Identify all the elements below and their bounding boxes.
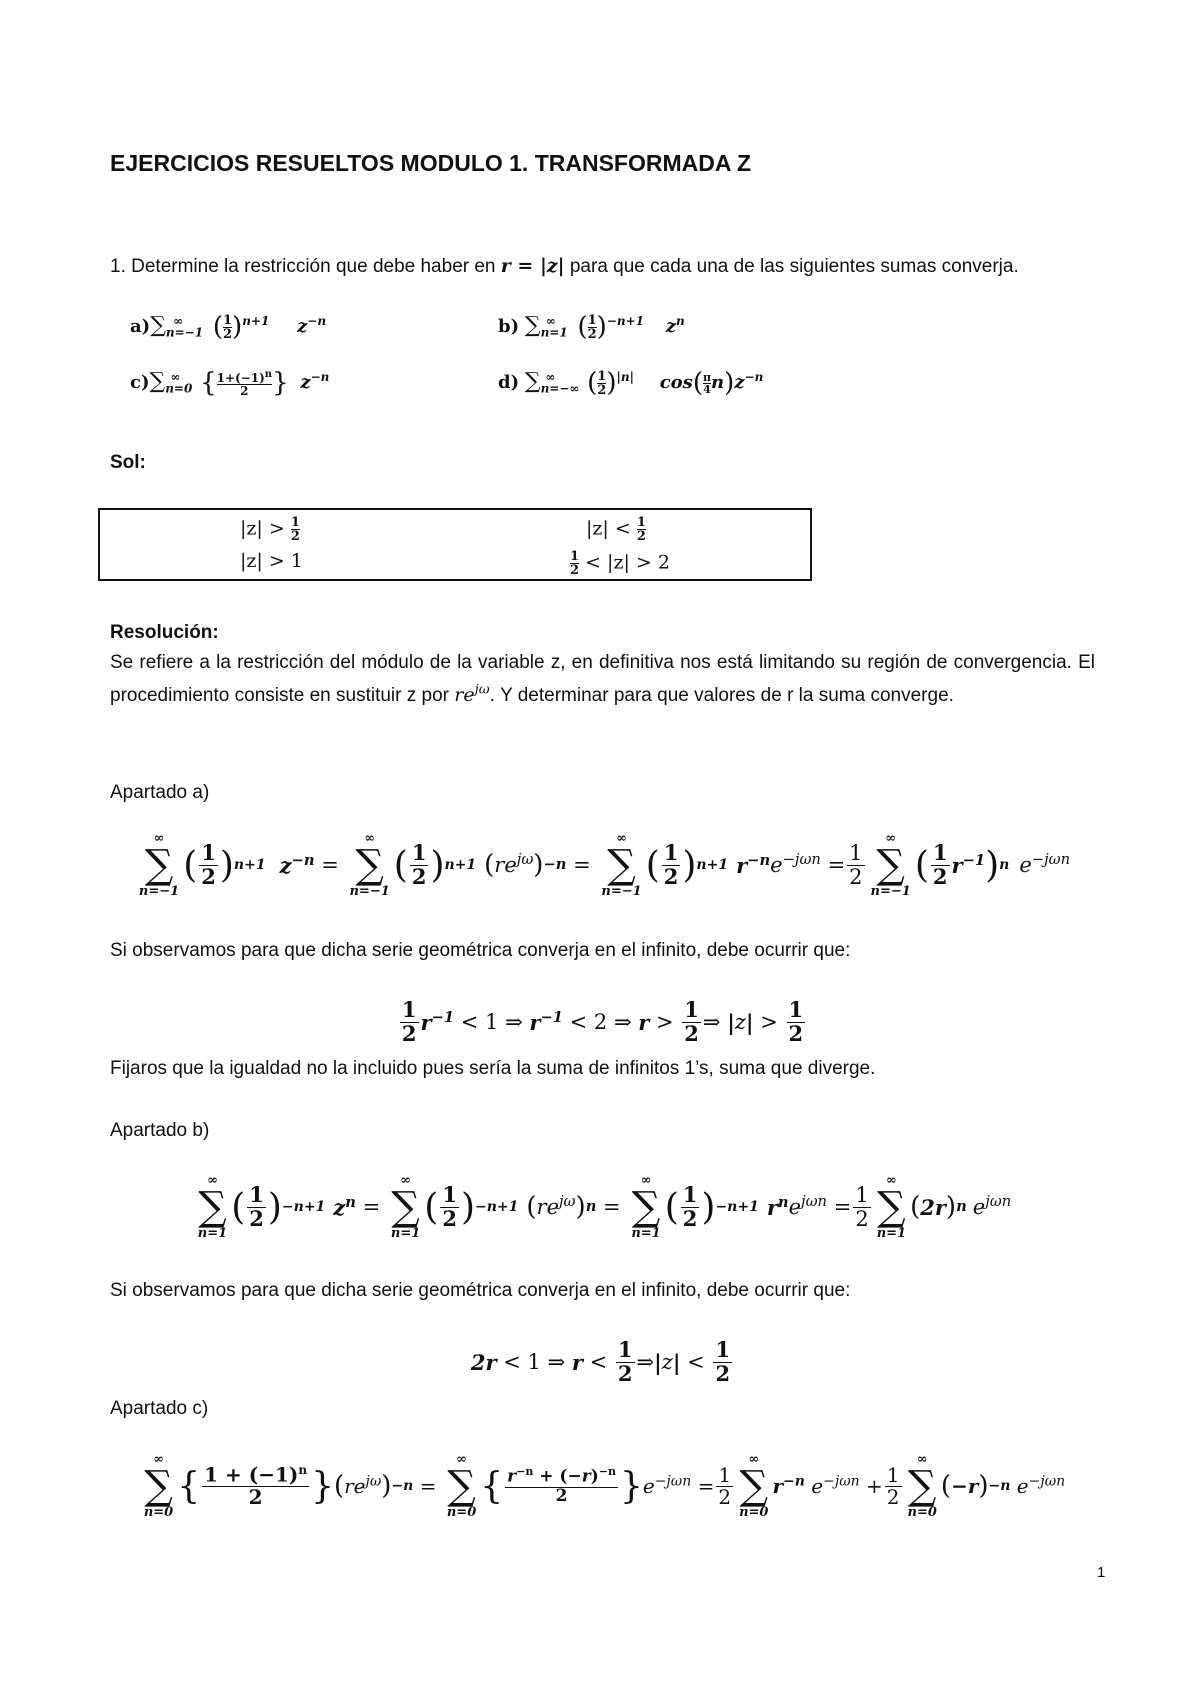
apartado-b-equation: ∞ ∑ n=1 ( $\frac{1}{2}$ ) −n+1 $z^n$ = ∞ ∑ n=1 ( $\frac{1}{2}$ ) −n+1 ( $re^{j\omega}$ ) n = ∞ ∑ n=1 ( $\frac{1}{2}$ ) −n+1 $r^n$ $e^{j\omega n}$ = $\frac{1}{2}$ ∞ ∑ n=1 ( 2r ) n $e^{j\omega n}$ bbox=[197, 1173, 1012, 1241]
apartado-b-heading: Apartado b) bbox=[110, 1120, 210, 1141]
apartado-a-equation: ∞ ∑ n=−1 ( $\frac{1}{2}$ ) n+1 $z^{-n}$ = ∞ ∑ n=−1 ( $\frac{1}{2}$ ) n+1 ( $re^{j\omega}$ ) −n = ∞ ∑ n=−1 ( $\frac{1}{2}$ ) n+1 $r^{-n}$ $e^{-j\omega n}$ = $\frac{1}{2}$ ∞ ∑ n=−1 ( $\frac{1}{2}$ $r^{-1}$ ) n $e^{-j\omega n}$ bbox=[138, 831, 1071, 899]
apartado-c-heading: Apartado c) bbox=[110, 1398, 209, 1419]
observe-text-b: Si observamos para que dicha serie geométrica converja en el infinito, debe ocurrir que: bbox=[110, 1280, 851, 1301]
item-d-label: d) bbox=[498, 372, 520, 393]
resolucion-heading: Resolución: bbox=[110, 622, 219, 643]
solutions-table bbox=[98, 508, 812, 581]
apartado-a-condition: $\frac{1}{2}$ $r^{-1}$ < 1 ⇒ $r^{-1}$ < 2 ⇒ r > $\frac{1}{2}$ ⇒ | z | > $\frac{1}{2}$ bbox=[401, 997, 804, 1046]
apartado-a-heading: Apartado a) bbox=[110, 782, 210, 803]
item-a: $a)\sum_{n=-1}^\infty$ ( $\frac{1}{2}$ )$^{n+1}$ $z^{-n}$ bbox=[130, 312, 327, 342]
apartado-b-condition: 2r < 1 ⇒ r < $\frac{1}{2}$ ⇒ | z | < $\frac{1}{2}$ bbox=[470, 1337, 731, 1386]
apartado-c-equation: ∞ ∑ n=0 { $\frac{1 + (-1)^n}{2}$ } ( $re^{j\omega}$ ) −n = ∞ ∑ n=0 { $\frac{r^{-n} + (-r)^{-n}}{2}$ } $e^{-j\omega n}$ = $\frac{1}{2}$ ∞ ∑ n=0 $r^{-n}$ $e^{-j\omega n}$ + $\frac{1}{2}$ ∞ ∑ n=0 ( −r ) −n $e^{-j\omega n}$ bbox=[143, 1452, 1066, 1520]
resolucion-paragraph: Se refiere a la restricción del módulo de la variable z, en definitiva nos está limitando su región de convergencia. El procedimiento consiste en sustituir z por $re^{j\omega}$. Y determinar para que valores de r la suma converge. bbox=[110, 652, 1095, 706]
solution-c: |z| > 1 bbox=[240, 550, 303, 572]
solution-a: |z| > $\frac{1}{2}$ bbox=[240, 515, 300, 544]
page-number: 1 bbox=[1097, 1564, 1106, 1581]
solution-b: |z| < $\frac{1}{2}$ bbox=[586, 515, 646, 544]
item-c-label: c) bbox=[130, 372, 150, 393]
question-1-rest: para que cada una de las siguientes sumas converja. bbox=[569, 256, 1019, 277]
item-a-label: a) bbox=[130, 316, 151, 337]
item-b-label: b) bbox=[498, 316, 520, 337]
item-d: d) $\sum_{n=-\infty}^\infty$ ( $\frac{1}{2}$ )$^{|n|}$ cos( $\frac{\pi}{4}$ $n)z^{-n}$ bbox=[498, 368, 764, 398]
question-1-lead: 1. Determine la restricción que debe haber en bbox=[110, 256, 496, 277]
sol-label: Sol: bbox=[110, 452, 146, 473]
fijaros-text: Fijaros que la igualdad no la incluido pues sería la suma de infinitos 1’s, suma que diverge. bbox=[110, 1058, 876, 1079]
item-c: $c)\sum_{n=0}^\infty$ { $\frac{1+(-1)^n}{2}$ } $z^{-n}$ bbox=[130, 368, 330, 398]
question-1-r-eq: r = |z| bbox=[500, 255, 565, 277]
document-title: EJERCICIOS RESUELTOS MODULO 1. TRANSFORMADA Z bbox=[110, 150, 752, 176]
observe-text-a: Si observamos para que dicha serie geométrica converja en el infinito, debe ocurrir que: bbox=[110, 940, 851, 961]
question-1 bbox=[110, 250, 1095, 283]
item-b: b) $\sum_{n=1}^\infty$ ( $\frac{1}{2}$ )$^{-n+1}$ $z^n$ bbox=[498, 312, 685, 342]
solution-d: $\frac{1}{2}$ < |z| > 2 bbox=[570, 549, 670, 578]
